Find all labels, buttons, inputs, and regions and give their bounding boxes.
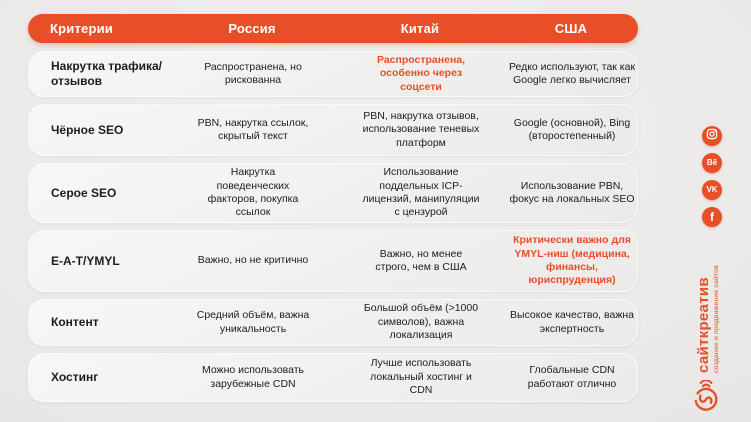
brand-name: сайткреатив (695, 277, 712, 373)
criteria-cell: Накрутка трафика/отзывов (51, 59, 162, 88)
cell-china: Большой объём (>1000 символов), важна локализация (363, 302, 479, 342)
table-header-row (28, 14, 638, 43)
instagram-link[interactable] (702, 126, 722, 146)
social-links-rail (702, 126, 722, 227)
table-body (28, 51, 638, 402)
cell-usa: Редко используют, так как Google легко вычисляет (508, 60, 636, 86)
table-row (28, 299, 638, 346)
column-header-russia: Россия (228, 21, 276, 36)
seo-comparison-table (28, 14, 638, 402)
column-header-criteria: Критерии (50, 21, 113, 36)
behance-link[interactable] (702, 153, 722, 173)
table-row (28, 104, 638, 156)
cell-russia: PBN, накрутка ссылок, скрытый текст (197, 116, 309, 142)
table-row (28, 163, 638, 223)
cell-usa: Глобальные CDN работают отлично (527, 364, 617, 390)
cell-china: Распространена, особенно через соцсети (376, 53, 466, 93)
criteria-cell: Хостинг (51, 370, 99, 384)
brand-text-block (696, 265, 720, 373)
cell-russia: Накрутка поведенческих факторов, покупка ссылок (207, 166, 299, 219)
cell-usa: Высокое качество, важна экспертность (510, 309, 634, 335)
cell-china: Лучше использовать локальный хостинг и CDN (370, 357, 472, 397)
facebook-link[interactable] (702, 207, 722, 227)
cell-usa: Критически важно для YMYL-ниш (медицина, финансы, юриспруденция) (513, 234, 631, 287)
cell-usa: Использование PBN, фокус на локальных SEO (509, 179, 635, 205)
criteria-cell: Серое SEO (51, 185, 117, 200)
behance-icon: Bē (706, 158, 718, 167)
criteria-cell: Контент (51, 315, 99, 329)
cell-russia: Важно, но не критично (197, 254, 309, 267)
cell-china: Использование поддельных ICP-лицензий, манипуляции с цензурой (362, 166, 480, 219)
cell-russia: Средний объём, важна уникальность (196, 309, 310, 335)
cell-russia: Можно использовать зарубежные CDN (201, 364, 305, 390)
brand-logo (687, 242, 729, 412)
table-row (28, 230, 638, 292)
vk-icon: VK (706, 185, 718, 194)
vk-link[interactable] (702, 180, 722, 200)
cell-russia: Распространена, но рискованна (204, 60, 302, 86)
criteria-cell: Чёрное SEO (51, 122, 124, 137)
table-row (28, 353, 638, 402)
sitecreative-logo-icon (691, 380, 726, 412)
criteria-cell: E-A-T/YMYL (51, 253, 120, 268)
cell-china: PBN, накрутка отзывов, использование теневых платформ (362, 109, 480, 149)
facebook-icon: f (710, 210, 714, 224)
brand-tagline: создание и продвижение сайтов (713, 264, 720, 373)
column-header-china: Китай (400, 21, 440, 36)
column-header-usa: США (554, 21, 588, 36)
table-row (28, 51, 638, 97)
cell-usa: Google (основной), Bing (второстепенный) (513, 116, 631, 142)
cell-china: Важно, но менее строго, чем в США (375, 247, 467, 273)
instagram-icon (706, 127, 718, 145)
